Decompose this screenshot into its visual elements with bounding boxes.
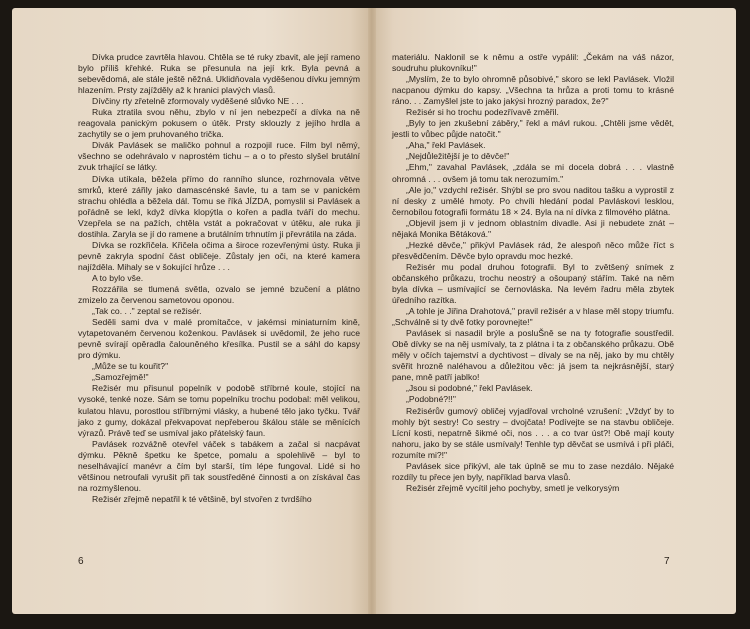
right-page-text <box>392 52 674 494</box>
paragraph: „Ehm," zavahal Pavlásek, „zdála se mi docela dobrá . . . vlastně ohromná . . . ovšem já tomu tak nerozumím." <box>392 162 674 184</box>
paragraph: „Myslím, že to bylo ohromně působivé," skoro se lekl Pavlásek. Vložil nacpanou dýmku do kapsy. „Všechna ta hrůza a proti tomu to krásné ráno. . . Zamyšlel jste to jako jakýsi hrozný paradox, že?" <box>392 74 674 107</box>
paragraph: Režisér mu přisunul popelník v podobě stříbrné koule, stojící na vysoké, tenké noze. Sám se tomu popelníku trochu podobal: měl velikou, kulatou hlavu, porostlou stříbrnými vlásky, a hubené tělo jako tyčku. Tvář jako z gumy, dokázal překvapovat nepřeberou škálou stále se měnících výrazů. Právě teď se usmíval jako přátelský faun. <box>78 383 360 438</box>
paragraph: Pavlásek si nasadil brýle a posluŠně se na ty fotografie soustředil. Obě dívky se na něj usmívaly, ta z plátna i ta z občanského průkazu. Obě měly v očích tajemství a dychtivost – dívaly se na něj, jako by mu chtěly svěřit hrozně naléhavou a důležitou věc: já jsem ta nejkrásnější, starý pane, mně patří jablko! <box>392 328 674 383</box>
paragraph: Režisér mu podal druhou fotografii. Byl to zvětšený snímek z občanského průkazu, trochu neostrý a ošoupaný stářím. Také na něm byla dívka – usmívající se černovláska. Na levém řadru měla zbytek úředního razítka. <box>392 261 674 306</box>
paragraph: A to bylo vše. <box>92 272 144 283</box>
paragraph: Rozzářila se tlumená světla, ozvalo se jemné bzučení a plátno zmizelo za červenou sametovou oponou. <box>78 283 360 306</box>
paragraph: „A tohle je Jiřina Drahotová," pravil režisér a v hlase měl stopy triumfu. „Schválně si ty dvě fotky porovnejte!" <box>392 306 674 328</box>
paragraph: „Hezké děvče," přikývl Pavlásek rád, že alespoň něco může říct s přesvědčením. Děvče bylo opravdu moc hezké. <box>392 239 674 261</box>
paragraph: Dívčiny rty zřetelně zformovaly vyděšené slůvko NE . . . <box>92 96 304 107</box>
left-page-text <box>78 52 360 505</box>
paragraph: Režisér zřejmě nepatřil k té většině, byl stvořen z tvrdšího <box>92 493 312 504</box>
paragraph: „Může se tu kouřit?" <box>92 361 169 372</box>
left-page <box>12 8 372 614</box>
page-number: 7 <box>664 556 670 567</box>
paragraph: Režisér si ho trochu podezřívavě změřil. <box>406 107 559 118</box>
paragraph: „Podobné?!!" <box>406 394 456 405</box>
paragraph: Ruka ztratila svou něhu, zbylo v ní jen nebezpečí a dívka na ně reagovala panickým pokusem o útěk. Prsty sklouzly z jejího hrdla a zachytily se o jem pruhovaného trička. <box>78 107 360 140</box>
paragraph: Režisér zřejmě vycítil jeho pochyby, smetl je velkorysým <box>406 482 620 493</box>
paragraph: materiálu. Naklonil se k němu a ostře vypálil: „Čekám na váš názor, soudruhu plukovníku!" <box>392 52 674 74</box>
page-number: 6 <box>78 556 84 567</box>
right-page <box>372 8 736 614</box>
paragraph: „Nejdůležitější je to děvče!" <box>406 151 510 162</box>
paragraph: „Samozřejmě!" <box>92 372 149 383</box>
paragraph: „Jsou si podobné," řekl Pavlásek. <box>406 383 533 394</box>
paragraph: Seděli sami dva v malé promítačce, v jakémsi miniaturním kině, vytapetovaném červenou koženkou. Pavlásek si uvědomil, že jeho ruce pevně svírají opěradla čalouněného křesílka. Pustil se a sáhl do kapsy pro dýmku. <box>78 317 360 361</box>
paragraph: „Byly to jen zkušební záběry," řekl a mávl rukou. „Chtěli jsme vědět, jestli to vůbec půjde natočit." <box>392 118 674 140</box>
paragraph: „Ale jo," vzdychl režisér. Shýbl se pro svou naditou tašku a vyprostil z ní desky z umělé hmoty. Po chvíli hledání podal Pavláskovi lesklou, černobílou fotografii formátu 18 × 24. Byla na ní dívka z filmového plátna. <box>392 184 674 217</box>
paragraph: Pavlásek rozvážně otevřel váček s tabákem a začal si nacpávat dýmku. Pěkně špetku ke špetce, pomalu a spolehlivě – byl to neselhávající manévr a čím byl starší, tím lépe fungoval. Lidé si ho většinou netroufali vyrušit při tak soustředěné činnosti a on získával čas na rozmyšlenou. <box>78 438 360 493</box>
paragraph: Dívka prudce zavrtěla hlavou. Chtěla se té ruky zbavit, ale její rameno bylo příliš křehké. Ruka se přesunula na její krk. Byla pevná a sebevědomá, ale stále ještě něžná. Uklidňovala vyděšenou dívku jemným hlazením. Prsty zajížděly až k hranici plavých vlasů. <box>78 52 360 96</box>
book-gutter <box>368 8 376 614</box>
paragraph: „Tak co. . ." zeptal se režisér. <box>92 306 202 317</box>
paragraph: Dívka utíkala, běžela přímo do ranního slunce, rozhrnovala větve smrků, které zářily jako damascénské šavle, tu a tam se v panickém strachu ohlédla a běžela dál. Tomu se říká JÍZDA, pomyslil si Pavlásek a pořádně se lekl, když dívka klopýtla o kořen a padla tváří do mechu. Vzepřela se na pažích, chtěla vstát a pokračovat v útěku, ale ruka ji dostihla. Zaryla se jí do ramene a brutálním trhnutím ji převrátila na záda. <box>78 173 360 239</box>
paragraph: „Aha," řekl Pavlásek. <box>406 140 486 151</box>
paragraph: Režisérův gumový obličej vyjadřoval vrcholné vzrušení: „Vždyť by to mohly být sestry! Co sestry – dvojčata! Podívejte se na stavbu obličeje. Lícní kosti, nepatrně šikmé oči, nos . . . a co tvar úst?! Obě mají kouty nahoru, jako by se stále usmívaly! Tenhle typ děvčat se usmívá i při pláči, rozumíte mi?!" <box>392 405 674 460</box>
paragraph: Pavlásek sice přikývl, ale tak úplně se mu to zase nezdálo. Nějaké rozdíly tu přece jen byly, například barva vlasů. <box>392 460 674 482</box>
paragraph: Dívka se rozkřičela. Křičela očima a široce rozevřenými ústy. Ruka ji pevně zakryla spodní část obličeje. Zůstaly jen oči, na které kamera najížděla. Mihaly se v šokující hrůze . . . <box>78 239 360 272</box>
paragraph: „Objevil jsem ji v jednom oblastním divadle. Asi ji nebudete znát – nějaká Monika Bětáková." <box>392 217 674 239</box>
paragraph: Divák Pavlásek se maličko pohnul a rozpojil ruce. Film byl němý, všechno se odehrávalo v naprostém tichu – a o to přesto slyšel brutální zvuk trhající se látky. <box>78 140 360 173</box>
